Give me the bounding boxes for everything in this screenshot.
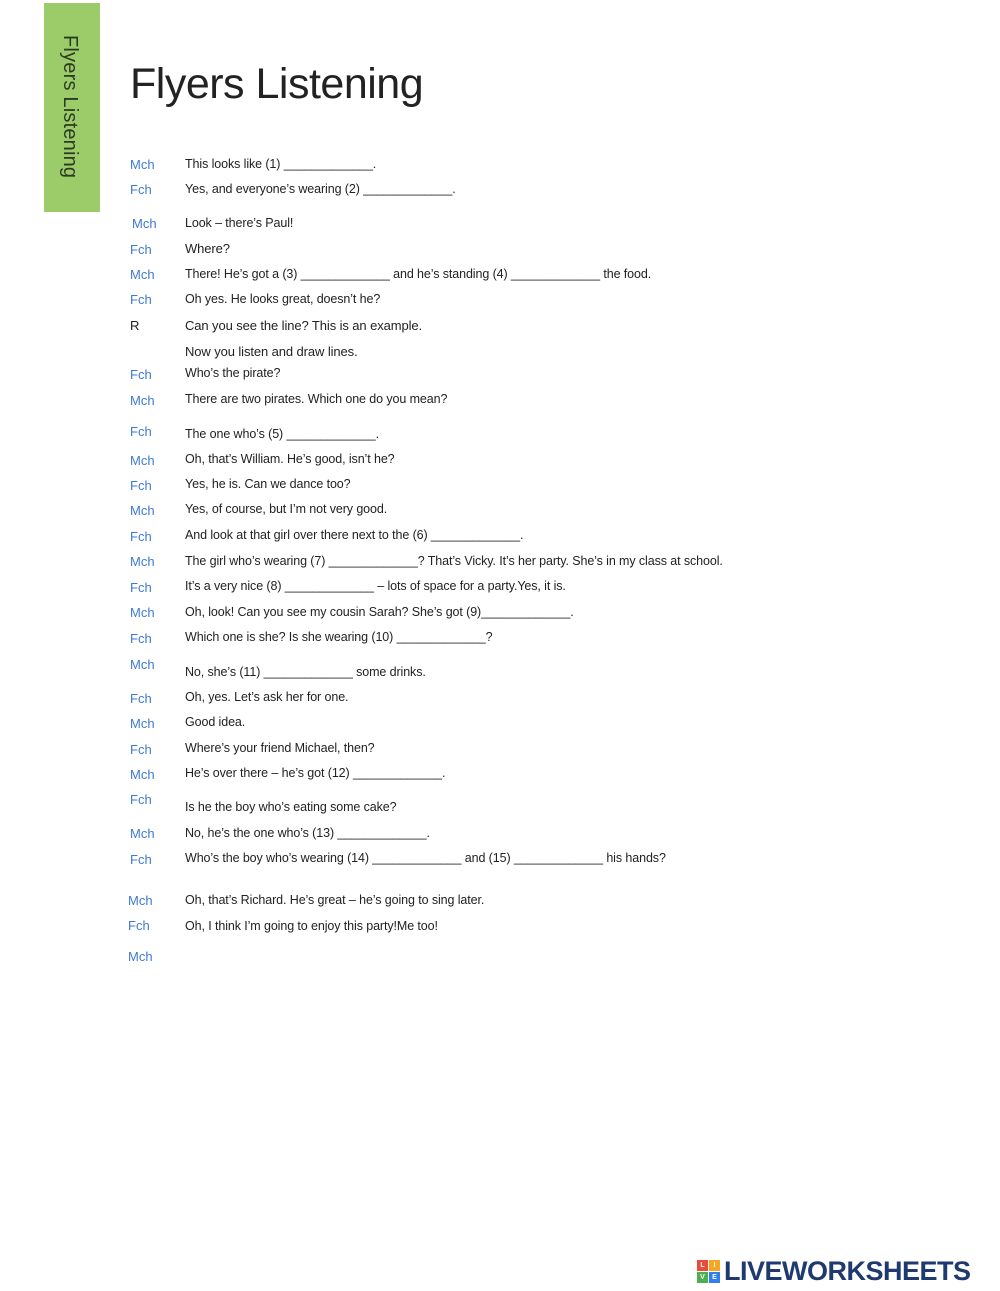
speaker-label: Mch <box>130 826 155 841</box>
side-tab-label: Flyers Listening <box>59 35 81 179</box>
dialogue-line: Look – there’s Paul! <box>185 216 294 230</box>
speaker-label: Fch <box>130 580 152 595</box>
speaker-label: Mch <box>130 157 155 172</box>
speaker-label: Mch <box>130 393 155 408</box>
speaker-label: Fch <box>130 852 152 867</box>
dialogue-line: Yes, and everyone’s wearing (2) _____________. <box>185 182 456 196</box>
speaker-label: Fch <box>130 529 152 544</box>
speaker-label: Fch <box>130 742 152 757</box>
speaker-label: Mch <box>130 605 155 620</box>
speaker-label: Mch <box>130 767 155 782</box>
speaker-label: Fch <box>130 242 152 257</box>
side-tab <box>44 3 100 212</box>
dialogue-line: Who’s the pirate? <box>185 366 281 380</box>
speaker-label: Mch <box>128 893 153 908</box>
liveworksheets-logo <box>697 1256 997 1286</box>
speaker-label: Fch <box>130 424 152 439</box>
speaker-label: Mch <box>132 216 157 231</box>
speaker-label: Mch <box>130 657 155 672</box>
dialogue-line: No, he’s the one who’s (13) _____________. <box>185 826 430 840</box>
speaker-label: Fch <box>128 918 150 933</box>
dialogue-line: Who’s the boy who’s wearing (14) _____________ and (15) _____________ his hands? <box>185 851 666 865</box>
dialogue-line: It’s a very nice (8) _____________ – lots of space for a party.Yes, it is. <box>185 579 566 593</box>
page-title: Flyers Listening <box>130 60 424 108</box>
dialogue-line: This looks like (1) _____________. <box>185 157 377 171</box>
dialogue-line: Oh, yes. Let’s ask her for one. <box>185 690 349 704</box>
dialogue-line: Yes, of course, but I’m not very good. <box>185 502 388 516</box>
logo-blocks-icon: L I V E <box>697 1260 721 1284</box>
dialogue-line: No, she’s (11) _____________ some drinks. <box>185 665 426 679</box>
speaker-label: Mch <box>130 716 155 731</box>
dialogue-line: There! He’s got a (3) _____________ and he’s standing (4) _____________ the food. <box>185 267 652 281</box>
dialogue-line: Oh, that’s Richard. He’s great – he’s going to sing later. <box>185 893 485 907</box>
speaker-label: Fch <box>130 478 152 493</box>
dialogue-line: The girl who’s wearing (7) _____________? That’s Vicky. It’s her party. She’s in my class at school. <box>185 554 723 568</box>
dialogue-line: Oh, I think I’m going to enjoy this party!Me too! <box>185 919 438 933</box>
speaker-label: R <box>130 318 140 333</box>
speaker-label: Fch <box>130 367 152 382</box>
speaker-label: Fch <box>130 631 152 646</box>
logo-text: LIVEWORKSHEETS <box>724 1256 971 1286</box>
dialogue-line: He’s over there – he’s got (12) _____________. <box>185 766 446 780</box>
dialogue-line: Can you see the line? This is an example. <box>185 318 423 333</box>
dialogue-line: Yes, he is. Can we dance too? <box>185 477 351 491</box>
speaker-label: Mch <box>130 453 155 468</box>
speaker-label: Mch <box>128 949 153 964</box>
dialogue-line: Which one is she? Is she wearing (10) _____________? <box>185 630 493 644</box>
dialogue-line: Good idea. <box>185 715 246 729</box>
dialogue-line: Now you listen and draw lines. <box>185 344 358 359</box>
dialogue-line: And look at that girl over there next to the (6) _____________. <box>185 528 524 542</box>
dialogue-line: Where’s your friend Michael, then? <box>185 741 375 755</box>
dialogue-line: The one who’s (5) _____________. <box>185 427 379 441</box>
dialogue-line: Oh, that’s William. He’s good, isn’t he? <box>185 452 395 466</box>
speaker-label: Fch <box>130 691 152 706</box>
dialogue-line: Oh yes. He looks great, doesn’t he? <box>185 292 381 306</box>
dialogue-line: Where? <box>185 241 230 256</box>
speaker-label: Fch <box>130 292 152 307</box>
speaker-label: Mch <box>130 503 155 518</box>
speaker-label: Mch <box>130 267 155 282</box>
speaker-label: Fch <box>130 792 152 807</box>
dialogue-line: There are two pirates. Which one do you mean? <box>185 392 448 406</box>
speaker-label: Fch <box>130 182 152 197</box>
dialogue-line: Is he the boy who’s eating some cake? <box>185 800 397 814</box>
speaker-label: Mch <box>130 554 155 569</box>
dialogue-line: Oh, look! Can you see my cousin Sarah? She’s got (9)_____________. <box>185 605 574 619</box>
